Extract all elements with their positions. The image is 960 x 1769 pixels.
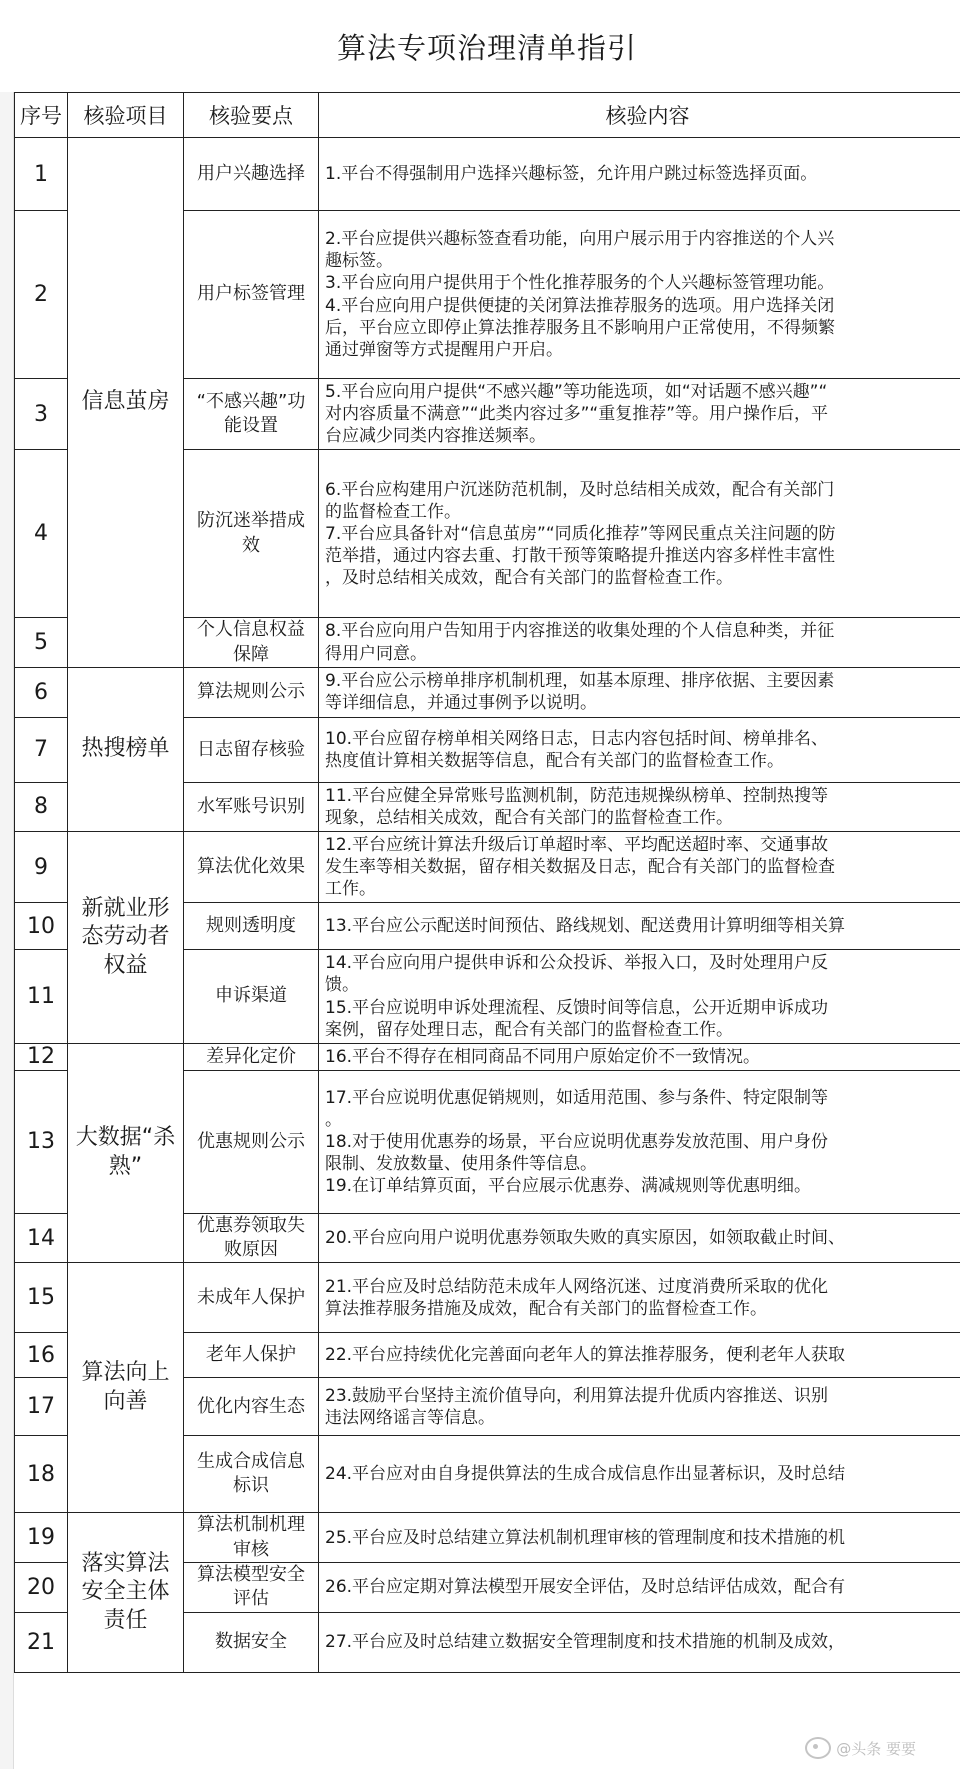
cell-item-group[interactable]: 算法向上向善 — [68, 1263, 184, 1513]
cell-seq[interactable]: 21 — [15, 1612, 68, 1672]
content-line: 馈。 — [325, 975, 359, 996]
page-title: 算法专项治理清单指引 — [336, 30, 637, 65]
cell-seq[interactable]: 15 — [15, 1263, 68, 1333]
cell-check-content[interactable] — [319, 782, 960, 831]
cell-check-point[interactable]: “不感兴趣”功能设置 — [184, 379, 319, 450]
cell-check-content[interactable] — [319, 1333, 960, 1378]
cell-check-content[interactable] — [319, 903, 960, 950]
content-line: 的监督检查工作。 — [325, 501, 461, 522]
cell-check-content[interactable] — [319, 1612, 960, 1672]
table-row — [15, 832, 960, 903]
cell-seq[interactable]: 18 — [15, 1436, 68, 1513]
cell-seq[interactable]: 9 — [15, 832, 68, 903]
cell-check-content[interactable] — [319, 211, 960, 379]
cell-check-content[interactable] — [319, 667, 960, 717]
cell-check-point[interactable]: 生成合成信息标识 — [184, 1436, 319, 1513]
cell-check-point[interactable]: 算法规则公示 — [184, 667, 319, 717]
content-line: 4.平台应向用户提供便捷的关闭算法推荐服务的选项。用户选择关闭 — [325, 295, 835, 316]
cell-check-content[interactable] — [319, 1043, 960, 1070]
content-line: 发生率等相关数据，留存相关数据及日志，配合有关部门的监督检查 — [325, 857, 835, 878]
cell-item-group[interactable]: 热搜榜单 — [68, 667, 184, 831]
content-line: 22.平台应持续优化完善面向老年人的算法推荐服务，便利老年人获取 — [325, 1345, 846, 1366]
table-row — [15, 1043, 960, 1070]
cell-check-content[interactable] — [319, 1213, 960, 1263]
content-line: 17.平台应说明优惠促销规则，如适用范围、参与条件、特定限制等 — [325, 1087, 829, 1108]
cell-seq[interactable]: 6 — [15, 667, 68, 717]
cell-check-content[interactable] — [319, 450, 960, 618]
content-line: 3.平台应向用户提供用于个性化推荐服务的个人兴趣标签管理功能。 — [325, 273, 835, 294]
cell-seq[interactable]: 10 — [15, 903, 68, 950]
cell-check-content[interactable] — [319, 832, 960, 903]
content-line: 11.平台应健全异常账号监测机制，防范违规操纵榜单、控制热搜等 — [325, 785, 829, 806]
content-line: 9.平台应公示榜单排序机制机理，如基本原理、排序依据、主要因素 — [325, 671, 835, 692]
cell-item-group[interactable]: 大数据“杀熟” — [68, 1043, 184, 1263]
content-line: 2.平台应提供兴趣标签查看功能，向用户展示用于内容推送的个人兴 — [325, 229, 835, 250]
cell-item-group[interactable]: 新就业形态劳动者权益 — [68, 832, 184, 1044]
weibo-icon — [805, 1737, 831, 1759]
cell-check-point[interactable]: 规则透明度 — [184, 903, 319, 950]
cell-check-point[interactable]: 优惠规则公示 — [184, 1070, 319, 1213]
cell-seq[interactable]: 16 — [15, 1333, 68, 1378]
checklist-table — [14, 92, 960, 1673]
content-line: 24.平台应对由自身提供算法的生成合成信息作出显著标识，及时总结 — [325, 1464, 846, 1485]
cell-check-content[interactable] — [319, 950, 960, 1043]
table-row — [15, 1513, 960, 1563]
header-seq: 序号 — [15, 93, 68, 138]
content-line: 8.平台应向用户告知用于内容推送的收集处理的个人信息种类，并征 — [325, 621, 835, 642]
content-line: 13.平台应公示配送时间预估、路线规划、配送费用计算明细等相关算 — [325, 916, 846, 937]
cell-seq[interactable]: 19 — [15, 1513, 68, 1563]
content-line: 台应减少同类内容推送频率。 — [325, 426, 546, 447]
content-line: ，及时总结相关成效，配合有关部门的监督检查工作。 — [325, 567, 733, 588]
cell-check-point[interactable]: 优惠券领取失败原因 — [184, 1213, 319, 1263]
cell-seq[interactable]: 17 — [15, 1378, 68, 1436]
cell-check-point[interactable]: 防沉迷举措成效 — [184, 450, 319, 618]
cell-check-content[interactable] — [319, 1070, 960, 1213]
cell-check-point[interactable]: 老年人保护 — [184, 1333, 319, 1378]
cell-check-point[interactable]: 水军账号识别 — [184, 782, 319, 831]
header-point: 核验要点 — [184, 93, 319, 138]
header-item: 核验项目 — [68, 93, 184, 138]
content-line: 范举措，通过内容去重、打散干预等策略提升推送内容多样性丰富性 — [325, 545, 835, 566]
cell-check-content[interactable] — [319, 717, 960, 782]
cell-check-point[interactable]: 数据安全 — [184, 1612, 319, 1672]
cell-check-content[interactable] — [319, 1263, 960, 1333]
cell-check-point[interactable]: 算法模型安全评估 — [184, 1563, 319, 1613]
cell-check-point[interactable]: 优化内容生态 — [184, 1378, 319, 1436]
content-line: 现象，总结相关成效，配合有关部门的监督检查工作。 — [325, 807, 733, 828]
content-line: 对内容质量不满意”“此类内容过多”“重复推荐”等。用户操作后，平 — [325, 404, 829, 425]
cell-seq[interactable]: 1 — [15, 138, 68, 211]
content-line: 18.对于使用优惠券的场景，平台应说明优惠券发放范围、用户身份 — [325, 1131, 829, 1152]
cell-seq[interactable]: 8 — [15, 782, 68, 831]
content-line: 1.平台不得强制用户选择兴趣标签，允许用户跳过标签选择页面。 — [325, 163, 818, 184]
cell-check-content[interactable] — [319, 1436, 960, 1513]
cell-check-content[interactable] — [319, 138, 960, 211]
watermark-text: @头条 要要 — [836, 1739, 916, 1758]
cell-check-point[interactable]: 算法优化效果 — [184, 832, 319, 903]
content-line: 通过弹窗等方式提醒用户开启。 — [325, 339, 563, 360]
content-line: 25.平台应及时总结建立算法机制机理审核的管理制度和技术措施的机 — [325, 1527, 846, 1548]
cell-seq[interactable]: 12 — [15, 1043, 68, 1070]
cell-check-content[interactable] — [319, 618, 960, 668]
content-line: 15.平台应说明申诉处理流程、反馈时间等信息，公开近期申诉成功 — [325, 997, 829, 1018]
cell-check-content[interactable] — [319, 1563, 960, 1613]
cell-seq[interactable]: 5 — [15, 618, 68, 668]
cell-seq[interactable]: 11 — [15, 950, 68, 1043]
content-line: 。 — [325, 1109, 342, 1130]
title-row — [14, 0, 960, 93]
content-line: 算法推荐服务措施及成效，配合有关部门的监督检查工作。 — [325, 1298, 767, 1319]
content-line: 14.平台应向用户提供申诉和公众投诉、举报入口，及时处理用户反 — [325, 953, 829, 974]
content-line: 案例，留存处理日志，配合有关部门的监督检查工作。 — [325, 1019, 733, 1040]
content-line: 19.在订单结算页面，平台应展示优惠券、满减规则等优惠明细。 — [325, 1175, 812, 1196]
cell-check-content[interactable] — [319, 1513, 960, 1563]
content-line: 热度值计算相关数据等信息，配合有关部门的监督检查工作。 — [325, 750, 784, 771]
cell-item-group[interactable]: 落实算法安全主体责任 — [68, 1513, 184, 1672]
content-line: 限制、发放数量、使用条件等信息。 — [325, 1153, 597, 1174]
cell-seq[interactable]: 14 — [15, 1213, 68, 1263]
cell-check-content[interactable] — [319, 379, 960, 450]
cell-check-point[interactable]: 用户兴趣选择 — [184, 138, 319, 211]
content-line: 等详细信息，并通过事例予以说明。 — [325, 693, 597, 714]
cell-seq[interactable]: 4 — [15, 450, 68, 618]
content-line: 5.平台应向用户提供“不感兴趣”等功能选项，如“对话题不感兴趣”“ — [325, 382, 828, 402]
content-line: 7.平台应具备针对“信息茧房”“同质化推荐”等网民重点关注问题的防 — [325, 523, 836, 544]
table-body — [15, 138, 960, 1673]
cell-item-group[interactable]: 信息茧房 — [68, 138, 184, 668]
row-gutter — [0, 92, 14, 1769]
cell-check-point[interactable]: 差异化定价 — [184, 1043, 319, 1070]
content-line: 趣标签。 — [325, 251, 393, 272]
table-row — [15, 1263, 960, 1333]
cell-check-content[interactable] — [319, 1378, 960, 1436]
content-line: 27.平台应及时总结建立数据安全管理制度和技术措施的机制及成效， — [325, 1632, 846, 1653]
content-line: 工作。 — [325, 879, 376, 900]
cell-check-point[interactable]: 用户标签管理 — [184, 211, 319, 379]
content-line: 26.平台应定期对算法模型开展安全评估，及时总结评估成效，配合有 — [325, 1577, 846, 1598]
cell-check-point[interactable]: 申诉渠道 — [184, 950, 319, 1043]
table-row — [15, 667, 960, 717]
content-line: 23.鼓励平台坚持主流价值导向，利用算法提升优质内容推送、识别 — [325, 1385, 829, 1406]
cell-check-point[interactable]: 未成年人保护 — [184, 1263, 319, 1333]
content-line: 12.平台应统计算法升级后订单超时率、平均配送超时率、交通事故 — [325, 835, 829, 856]
content-line: 20.平台应向用户说明优惠券领取失败的真实原因，如领取截止时间、 — [325, 1228, 846, 1249]
content-line: 10.平台应留存榜单相关网络日志，日志内容包括时间、榜单排名、 — [325, 728, 829, 749]
cell-seq[interactable]: 7 — [15, 717, 68, 782]
cell-check-point[interactable]: 日志留存核验 — [184, 717, 319, 782]
content-line: 违法网络谣言等信息。 — [325, 1407, 495, 1428]
cell-check-point[interactable]: 算法机制机理审核 — [184, 1513, 319, 1563]
watermark — [805, 1737, 916, 1759]
header-content: 核验内容 — [319, 93, 960, 138]
header-row — [15, 93, 960, 138]
content-line: 16.平台不得存在相同商品不同用户原始定价不一致情况。 — [325, 1046, 761, 1067]
cell-check-point[interactable]: 个人信息权益保障 — [184, 618, 319, 668]
cell-seq[interactable]: 13 — [15, 1070, 68, 1213]
table-row — [15, 138, 960, 211]
content-line: 6.平台应构建用户沉迷防范机制，及时总结相关成效，配合有关部门 — [325, 479, 835, 500]
content-line: 后，平台应立即停止算法推荐服务且不影响用户正常使用，不得频繁 — [325, 317, 835, 338]
content-line: 21.平台应及时总结防范未成年人网络沉迷、过度消费所采取的优化 — [325, 1276, 829, 1297]
content-line: 得用户同意。 — [325, 643, 427, 664]
cell-seq[interactable]: 2 — [15, 211, 68, 379]
cell-seq[interactable]: 20 — [15, 1563, 68, 1613]
cell-seq[interactable]: 3 — [15, 379, 68, 450]
